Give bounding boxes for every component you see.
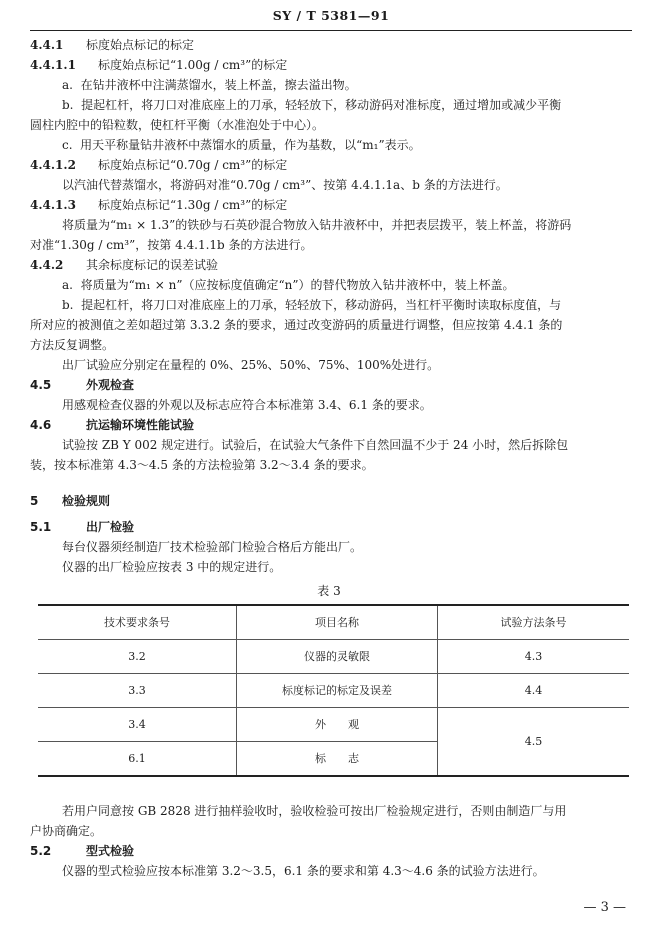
clause-4-4-1-1 bbox=[30, 55, 628, 75]
table-row bbox=[38, 640, 629, 674]
table-cell: 外 观 bbox=[237, 708, 438, 742]
clause-title: 型式检验 bbox=[86, 844, 135, 858]
item-b-line-2: 所对应的被测值之差如超过第 3.3.2 条的要求，通过改变游码的质量进行调整，但应按第 4.4.1 条的 bbox=[30, 318, 563, 332]
clause-title: 标度始点标记的标定 bbox=[86, 38, 195, 52]
clause-number: 4.4.1.2 bbox=[30, 158, 76, 172]
item-c: c. 用天平称量钻井液杯中蒸馏水的质量，作为基数，以“m₁”表示。 bbox=[62, 138, 421, 152]
item-b-line-1: b. 提起杠杆，将刀口对准底座上的刀承，轻轻放下，移动游码对准标度，通过增加或减少平衡 bbox=[62, 98, 562, 112]
item-b-line-1: b. 提起杠杆，将刀口对准底座上的刀承，轻轻放下，移动游码，当杠杆平衡时读取标度值，与 bbox=[62, 298, 562, 312]
header-cell: 试验方法条号 bbox=[438, 605, 630, 640]
clause-4-4-2 bbox=[30, 255, 628, 275]
paragraph-line-2: 户协商确定。 bbox=[30, 824, 103, 838]
clause-title: 抗运输环境性能试验 bbox=[86, 418, 195, 432]
item-a: a. 将质量为“m₁ × n”（应按标度值确定“n”）的替代物放入钻井液杯中，装上杯盖。 bbox=[62, 278, 515, 292]
section-5 bbox=[30, 491, 628, 511]
page-content bbox=[30, 35, 628, 881]
paragraph: 仪器的型式检验应按本标准第 3.2～3.5，6.1 条的要求和第 4.3～4.6 条的试验方法进行。 bbox=[62, 864, 545, 878]
paragraph: 仪器的出厂检验应按表 3 中的规定进行。 bbox=[62, 560, 282, 574]
clause-title: 标度始点标记“0.70g / cm³”的标定 bbox=[98, 158, 288, 172]
page-number: — 3 — bbox=[583, 900, 626, 915]
clause-number: 5.1 bbox=[30, 520, 52, 534]
paragraph-line-1: 试验按 ZB Y 002 规定进行。试验后，在试验大气条件下自然回温不少于 24 小时，然后拆除包 bbox=[62, 438, 569, 452]
item-b-line-3: 方法反复调整。 bbox=[30, 338, 115, 352]
clause-title: 其余标度标记的误差试验 bbox=[86, 258, 219, 272]
table-cell: 标 志 bbox=[237, 742, 438, 777]
standard-header: SY / T 5381—91 bbox=[272, 8, 390, 23]
clause-number: 4.4.1 bbox=[30, 38, 64, 52]
clause-number: 4.4.1.3 bbox=[30, 198, 76, 212]
clause-4-4-1-2 bbox=[30, 155, 628, 175]
clause-5-1 bbox=[30, 517, 628, 537]
clause-title: 标度始点标记“1.30g / cm³”的标定 bbox=[98, 198, 288, 212]
table-cell-merged: 4.5 bbox=[438, 708, 630, 777]
table-cell: 仪器的灵敏限 bbox=[237, 640, 438, 674]
paragraph-line-2: 对准“1.30g / cm³”，按第 4.4.1.1b 条的方法进行。 bbox=[30, 238, 313, 252]
table-row bbox=[38, 674, 629, 708]
item-a: a. 在钻井液杯中注满蒸馏水，装上杯盖，擦去溢出物。 bbox=[62, 78, 357, 92]
table-cell: 6.1 bbox=[38, 742, 237, 777]
table-row bbox=[38, 708, 629, 742]
clause-title: 出厂检验 bbox=[86, 520, 135, 534]
paragraph: 每台仪器须经制造厂技术检验部门检验合格后方能出厂。 bbox=[62, 540, 363, 554]
clause-4-5 bbox=[30, 375, 628, 395]
table-cell: 标度标记的标定及误差 bbox=[237, 674, 438, 708]
clause-number: 4.4.1.1 bbox=[30, 58, 76, 72]
paragraph-line-1: 若用户同意按 GB 2828 进行抽样验收时，验收检验可按出厂检验规定进行，否则由制造厂与用 bbox=[62, 804, 567, 818]
clause-title: 标度始点标记“1.00g / cm³”的标定 bbox=[98, 58, 288, 72]
header-rule bbox=[30, 30, 632, 31]
paragraph: 出厂试验应分别定在量程的 0%、25%、50%、75%、100%处进行。 bbox=[62, 358, 440, 372]
section-number: 5 bbox=[30, 494, 39, 508]
table-cell: 4.3 bbox=[438, 640, 630, 674]
paragraph: 用感观检查仪器的外观以及标志应符合本标准第 3.4、6.1 条的要求。 bbox=[62, 398, 432, 412]
clause-number: 4.6 bbox=[30, 418, 52, 432]
table-3 bbox=[38, 604, 629, 777]
item-b-line-2: 圆柱内腔中的铅粒数，使杠杆平衡（水准泡处于中心）。 bbox=[30, 118, 325, 132]
header-cell: 技术要求条号 bbox=[38, 605, 237, 640]
clause-4-4-1 bbox=[30, 35, 628, 55]
clause-title: 外观检查 bbox=[86, 378, 135, 392]
table-header-row bbox=[38, 605, 629, 640]
paragraph: 以汽油代替蒸馏水，将游码对准“0.70g / cm³”、按第 4.4.1.1a、b 条的方法进行。 bbox=[62, 178, 508, 192]
paragraph-line-2: 装，按本标准第 4.3～4.5 条的方法检验第 3.2～3.4 条的要求。 bbox=[30, 458, 374, 472]
clause-number: 5.2 bbox=[30, 844, 52, 858]
section-title: 检验规则 bbox=[62, 494, 111, 508]
clause-number: 4.4.2 bbox=[30, 258, 64, 272]
clause-5-2 bbox=[30, 841, 628, 861]
clause-number: 4.5 bbox=[30, 378, 52, 392]
table-cell: 3.3 bbox=[38, 674, 237, 708]
clause-4-4-1-3 bbox=[30, 195, 628, 215]
clause-4-6 bbox=[30, 415, 628, 435]
table-cell: 3.2 bbox=[38, 640, 237, 674]
table-cell: 3.4 bbox=[38, 708, 237, 742]
table-cell: 4.4 bbox=[438, 674, 630, 708]
header-cell: 项目名称 bbox=[237, 605, 438, 640]
table-caption: 表 3 bbox=[317, 584, 341, 598]
paragraph-line-1: 将质量为“m₁ × 1.3”的铁砂与石英砂混合物放入钻井液杯中，并把表层拨平，装上杯盖，将游码 bbox=[62, 218, 572, 232]
